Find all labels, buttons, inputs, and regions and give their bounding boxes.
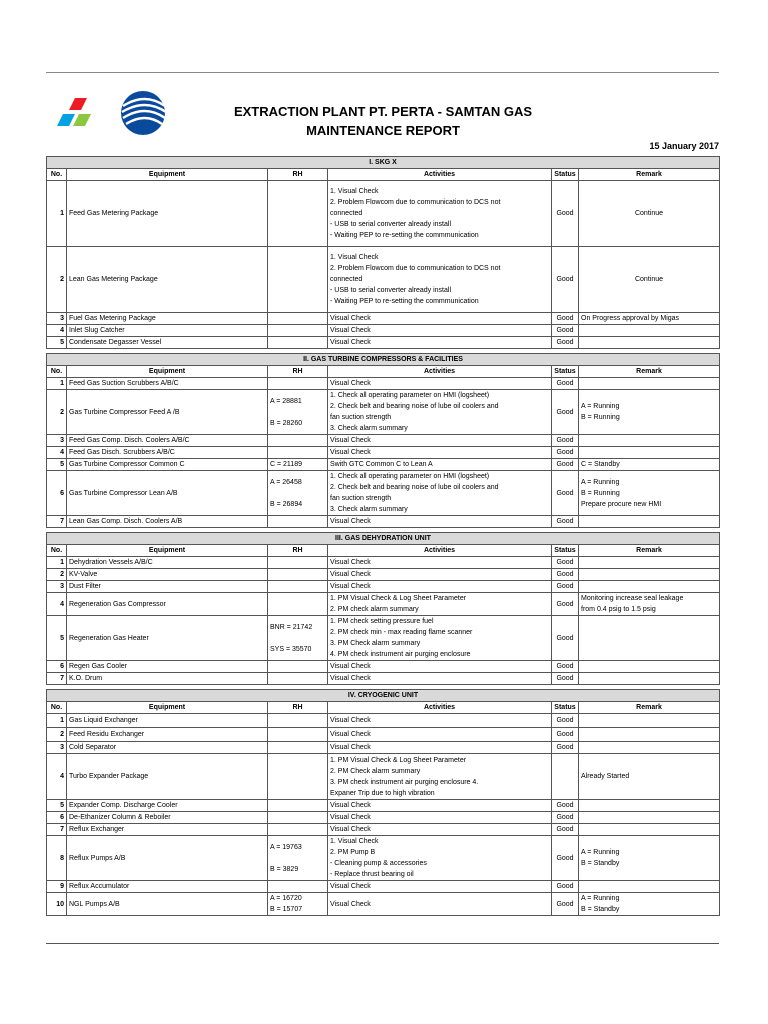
rh-cell — [268, 325, 328, 337]
remark-cell: A = Running B = Running Prepare procure new HMI — [579, 471, 720, 516]
equipment-cell: Reflux Exchanger — [67, 824, 268, 836]
row-number: 9 — [47, 881, 67, 893]
status-cell: Good — [552, 893, 579, 916]
equipment-cell: Feed Gas Suction Scrubbers A/B/C — [67, 378, 268, 390]
row-number: 8 — [47, 836, 67, 881]
table-row — [47, 516, 720, 528]
remark-cell — [579, 447, 720, 459]
activities-cell: 1. PM Visual Check & Log Sheet Parameter 2. PM check alarm summary — [328, 593, 552, 616]
remark-cell — [579, 673, 720, 685]
remark-cell — [579, 800, 720, 812]
column-header-rh: RH — [268, 366, 328, 378]
status-cell: Good — [552, 742, 579, 754]
pertamina-logo — [57, 98, 91, 126]
rh-cell — [268, 593, 328, 616]
rh-cell — [268, 714, 328, 728]
rh-cell: A = 16720 B = 15707 — [268, 893, 328, 916]
remark-cell — [579, 516, 720, 528]
section-title: I. SKG X — [47, 157, 720, 169]
title-line-2: MAINTENANCE REPORT — [306, 123, 460, 138]
row-number: 2 — [47, 390, 67, 435]
table-row — [47, 313, 720, 325]
table-row — [47, 337, 720, 349]
column-header-rh: RH — [268, 702, 328, 714]
equipment-cell: Reflux Accumulator — [67, 881, 268, 893]
remark-cell — [579, 337, 720, 349]
activities-cell: 1. PM check setting pressure fuel 2. PM check min - max reading flame scanner 3. PM Check alarm summary 4. PM check instrument air purging enclosure — [328, 616, 552, 661]
table-row — [47, 435, 720, 447]
table-row — [47, 471, 720, 516]
status-cell: Good — [552, 714, 579, 728]
activities-cell: Visual Check — [328, 824, 552, 836]
rh-cell — [268, 569, 328, 581]
table-row — [47, 325, 720, 337]
table-row — [47, 569, 720, 581]
table-row — [47, 247, 720, 313]
remark-cell: A = Running B = Standby — [579, 836, 720, 881]
remark-cell — [579, 714, 720, 728]
equipment-cell: Gas Turbine Compressor Lean A/B — [67, 471, 268, 516]
rh-cell: A = 19763 B = 3829 — [268, 836, 328, 881]
rh-cell: C = 21189 — [268, 459, 328, 471]
table-row — [47, 593, 720, 616]
title-line-1: EXTRACTION PLANT PT. PERTA - SAMTAN GAS — [233, 104, 533, 119]
activities-cell: 1. PM Visual Check & Log Sheet Parameter 2. PM Check alarm summary 3. PM check instrument air purging enclosure 4. Expaner Trip due to high vibration — [328, 754, 552, 800]
rh-cell — [268, 181, 328, 247]
remark-cell — [579, 569, 720, 581]
status-cell: Good — [552, 378, 579, 390]
status-cell: Good — [552, 459, 579, 471]
status-cell: Good — [552, 661, 579, 673]
activities-cell: Visual Check — [328, 337, 552, 349]
remark-cell: Monitoring increase seal leakage from 0.4 psig to 1.5 psig — [579, 593, 720, 616]
table-row — [47, 824, 720, 836]
remark-cell — [579, 728, 720, 742]
row-number: 4 — [47, 325, 67, 337]
status-cell: Good — [552, 557, 579, 569]
column-header-activities: Activities — [328, 169, 552, 181]
remark-cell — [579, 557, 720, 569]
remark-cell: A = Running B = Standby — [579, 893, 720, 916]
column-header-no: No. — [47, 545, 67, 557]
column-header-remark: Remark — [579, 169, 720, 181]
rh-cell — [268, 728, 328, 742]
remark-cell: On Progress approval by Migas — [579, 313, 720, 325]
equipment-cell: De-Ethanizer Column & Reboiler — [67, 812, 268, 824]
row-number: 6 — [47, 812, 67, 824]
column-header-row — [47, 702, 720, 714]
equipment-cell: Condensate Degasser Vessel — [67, 337, 268, 349]
status-cell: Good — [552, 836, 579, 881]
activities-cell: Visual Check — [328, 881, 552, 893]
remark-cell — [579, 378, 720, 390]
equipment-cell: Lean Gas Metering Package — [67, 247, 268, 313]
row-number: 1 — [47, 714, 67, 728]
row-number: 7 — [47, 673, 67, 685]
section-title-row — [47, 690, 720, 702]
samtan-logo — [121, 91, 166, 135]
rh-cell: A = 28881 B = 28260 — [268, 390, 328, 435]
table-row — [47, 742, 720, 754]
row-number: 7 — [47, 824, 67, 836]
activities-cell: Visual Check — [328, 557, 552, 569]
column-header-equipment: Equipment — [67, 366, 268, 378]
equipment-cell: Reflux Pumps A/B — [67, 836, 268, 881]
remark-cell: Already Started — [579, 754, 720, 800]
table-row — [47, 673, 720, 685]
rh-cell — [268, 435, 328, 447]
row-number: 3 — [47, 742, 67, 754]
rh-cell — [268, 247, 328, 313]
equipment-cell: NGL Pumps A/B — [67, 893, 268, 916]
row-number: 4 — [47, 447, 67, 459]
table-row — [47, 378, 720, 390]
status-cell: Good — [552, 313, 579, 325]
row-number: 1 — [47, 557, 67, 569]
section-title-row — [47, 533, 720, 545]
row-number: 2 — [47, 728, 67, 742]
column-header-row — [47, 366, 720, 378]
status-cell: Good — [552, 471, 579, 516]
activities-cell: Visual Check — [328, 673, 552, 685]
equipment-cell: K.O. Drum — [67, 673, 268, 685]
rh-cell — [268, 516, 328, 528]
activities-cell: 1. Visual Check 2. Problem Flowcom due to communication to DCS not connected - USB to serial converter already install - Waiting PEP to re-setting the commmunication — [328, 247, 552, 313]
activities-cell: 1. Check all operating parameter on HMI (logsheet) 2. Check belt and bearing noise of lube oil coolers and fan suction strength 3. Check alarm summary — [328, 390, 552, 435]
equipment-cell: Feed Residu Exchanger — [67, 728, 268, 742]
status-cell: Good — [552, 390, 579, 435]
activities-cell: Visual Check — [328, 800, 552, 812]
rh-cell — [268, 337, 328, 349]
column-header-activities: Activities — [328, 702, 552, 714]
column-header-equipment: Equipment — [67, 702, 268, 714]
activities-cell: Visual Check — [328, 728, 552, 742]
remark-cell: A = Running B = Running — [579, 390, 720, 435]
status-cell: Good — [552, 447, 579, 459]
equipment-cell: Feed Gas Disch. Scrubbers A/B/C — [67, 447, 268, 459]
remark-cell — [579, 616, 720, 661]
rh-cell — [268, 661, 328, 673]
rh-cell — [268, 447, 328, 459]
table-row — [47, 616, 720, 661]
table-row — [47, 714, 720, 728]
column-header-equipment: Equipment — [67, 545, 268, 557]
table-row — [47, 459, 720, 471]
equipment-cell: Regen Gas Cooler — [67, 661, 268, 673]
table-row — [47, 390, 720, 435]
status-cell: Good — [552, 337, 579, 349]
rh-cell — [268, 800, 328, 812]
remark-cell — [579, 435, 720, 447]
column-header-row — [47, 545, 720, 557]
section-title: III. GAS DEHYDRATION UNIT — [47, 533, 720, 545]
activities-cell: Visual Check — [328, 435, 552, 447]
column-header-remark: Remark — [579, 545, 720, 557]
activities-cell: Swith GTC Common C to Lean A — [328, 459, 552, 471]
section-title-row — [47, 354, 720, 366]
equipment-cell: Dust Filter — [67, 581, 268, 593]
equipment-cell: Turbo Expander Package — [67, 754, 268, 800]
activities-cell: Visual Check — [328, 812, 552, 824]
rh-cell — [268, 557, 328, 569]
section-title: II. GAS TURBINE COMPRESSORS & FACILITIES — [47, 354, 720, 366]
rh-cell — [268, 581, 328, 593]
remark-cell — [579, 325, 720, 337]
remark-cell — [579, 581, 720, 593]
activities-cell: Visual Check — [328, 325, 552, 337]
table-row — [47, 754, 720, 800]
row-number: 1 — [47, 378, 67, 390]
table-row — [47, 581, 720, 593]
activities-cell: Visual Check — [328, 447, 552, 459]
row-number: 1 — [47, 181, 67, 247]
equipment-cell: Cold Separator — [67, 742, 268, 754]
status-cell: Good — [552, 881, 579, 893]
column-header-rh: RH — [268, 545, 328, 557]
section-title: IV. CRYOGENIC UNIT — [47, 690, 720, 702]
remark-cell: Continue — [579, 247, 720, 313]
column-header-rh: RH — [268, 169, 328, 181]
table-row — [47, 800, 720, 812]
row-number: 2 — [47, 569, 67, 581]
row-number: 3 — [47, 435, 67, 447]
rh-cell — [268, 742, 328, 754]
row-number: 4 — [47, 593, 67, 616]
activities-cell: Visual Check — [328, 742, 552, 754]
bottom-rule — [46, 943, 719, 944]
table-row — [47, 181, 720, 247]
equipment-cell: Gas Turbine Compressor Common C — [67, 459, 268, 471]
column-header-status: Status — [552, 545, 579, 557]
column-header-remark: Remark — [579, 702, 720, 714]
column-header-activities: Activities — [328, 545, 552, 557]
equipment-cell: Dehydration Vessels A/B/C — [67, 557, 268, 569]
table-row — [47, 661, 720, 673]
rh-cell — [268, 754, 328, 800]
activities-cell: Visual Check — [328, 714, 552, 728]
status-cell: Good — [552, 616, 579, 661]
remark-cell: C = Standby — [579, 459, 720, 471]
column-header-row — [47, 169, 720, 181]
remark-cell — [579, 661, 720, 673]
section-title-row — [47, 157, 720, 169]
column-header-no: No. — [47, 169, 67, 181]
table-row — [47, 881, 720, 893]
company-logos — [55, 88, 175, 138]
row-number: 6 — [47, 661, 67, 673]
activities-cell: Visual Check — [328, 313, 552, 325]
row-number: 7 — [47, 516, 67, 528]
row-number: 2 — [47, 247, 67, 313]
status-cell: Good — [552, 181, 579, 247]
equipment-cell: KV-Valve — [67, 569, 268, 581]
remark-cell — [579, 881, 720, 893]
equipment-cell: Fuel Gas Metering Package — [67, 313, 268, 325]
column-header-activities: Activities — [328, 366, 552, 378]
status-cell: Good — [552, 800, 579, 812]
row-number: 10 — [47, 893, 67, 916]
column-header-remark: Remark — [579, 366, 720, 378]
status-cell — [552, 754, 579, 800]
table-row — [47, 812, 720, 824]
column-header-status: Status — [552, 169, 579, 181]
row-number: 3 — [47, 581, 67, 593]
status-cell: Good — [552, 593, 579, 616]
column-header-status: Status — [552, 702, 579, 714]
equipment-cell: Lean Gas Comp. Disch. Coolers A/B — [67, 516, 268, 528]
equipment-cell: Inlet Slug Catcher — [67, 325, 268, 337]
table-row — [47, 447, 720, 459]
activities-cell: Visual Check — [328, 893, 552, 916]
row-number: 3 — [47, 313, 67, 325]
status-cell: Good — [552, 247, 579, 313]
rh-cell: BNR = 21742 SYS = 35570 — [268, 616, 328, 661]
status-cell: Good — [552, 581, 579, 593]
equipment-cell: Feed Gas Comp. Disch. Coolers A/B/C — [67, 435, 268, 447]
row-number: 6 — [47, 471, 67, 516]
equipment-cell: Gas Liquid Exchanger — [67, 714, 268, 728]
activities-cell: Visual Check — [328, 516, 552, 528]
column-header-equipment: Equipment — [67, 169, 268, 181]
column-header-no: No. — [47, 366, 67, 378]
activities-cell: Visual Check — [328, 581, 552, 593]
activities-cell: 1. Check all operating parameter on HMI (logsheet) 2. Check belt and bearing noise of lube oil coolers and fan suction strength 3. Check alarm summary — [328, 471, 552, 516]
activities-cell: Visual Check — [328, 378, 552, 390]
status-cell: Good — [552, 728, 579, 742]
rh-cell — [268, 313, 328, 325]
report-title — [200, 102, 566, 140]
activities-cell: 1. Visual Check 2. PM Pump B - Cleaning pump & accessories - Replace thrust bearing oil — [328, 836, 552, 881]
column-header-status: Status — [552, 366, 579, 378]
status-cell: Good — [552, 569, 579, 581]
equipment-cell: Regeneration Gas Heater — [67, 616, 268, 661]
row-number: 5 — [47, 616, 67, 661]
status-cell: Good — [552, 824, 579, 836]
rh-cell — [268, 881, 328, 893]
status-cell: Good — [552, 812, 579, 824]
row-number: 4 — [47, 754, 67, 800]
table-row — [47, 836, 720, 881]
equipment-cell: Gas Turbine Compressor Feed A /B — [67, 390, 268, 435]
remark-cell: Continue — [579, 181, 720, 247]
equipment-cell: Regeneration Gas Compressor — [67, 593, 268, 616]
status-cell: Good — [552, 435, 579, 447]
table-row — [47, 728, 720, 742]
activities-cell: 1. Visual Check 2. Problem Flowcom due to communication to DCS not connected - USB to serial converter already install - Waiting PEP to re-setting the commmunication — [328, 181, 552, 247]
top-rule — [46, 72, 719, 73]
rh-cell: A = 26458 B = 26894 — [268, 471, 328, 516]
rh-cell — [268, 812, 328, 824]
activities-cell: Visual Check — [328, 661, 552, 673]
rh-cell — [268, 378, 328, 390]
equipment-cell: Expander Comp. Discharge Cooler — [67, 800, 268, 812]
remark-cell — [579, 812, 720, 824]
maintenance-table — [46, 156, 720, 916]
activities-cell: Visual Check — [328, 569, 552, 581]
remark-cell — [579, 824, 720, 836]
status-cell: Good — [552, 673, 579, 685]
table-row — [47, 557, 720, 569]
row-number: 5 — [47, 800, 67, 812]
row-number: 5 — [47, 337, 67, 349]
column-header-no: No. — [47, 702, 67, 714]
status-cell: Good — [552, 325, 579, 337]
row-number: 5 — [47, 459, 67, 471]
table-row — [47, 893, 720, 916]
status-cell: Good — [552, 516, 579, 528]
rh-cell — [268, 824, 328, 836]
rh-cell — [268, 673, 328, 685]
remark-cell — [579, 742, 720, 754]
report-date: 15 January 2017 — [649, 141, 719, 151]
equipment-cell: Feed Gas Metering Package — [67, 181, 268, 247]
